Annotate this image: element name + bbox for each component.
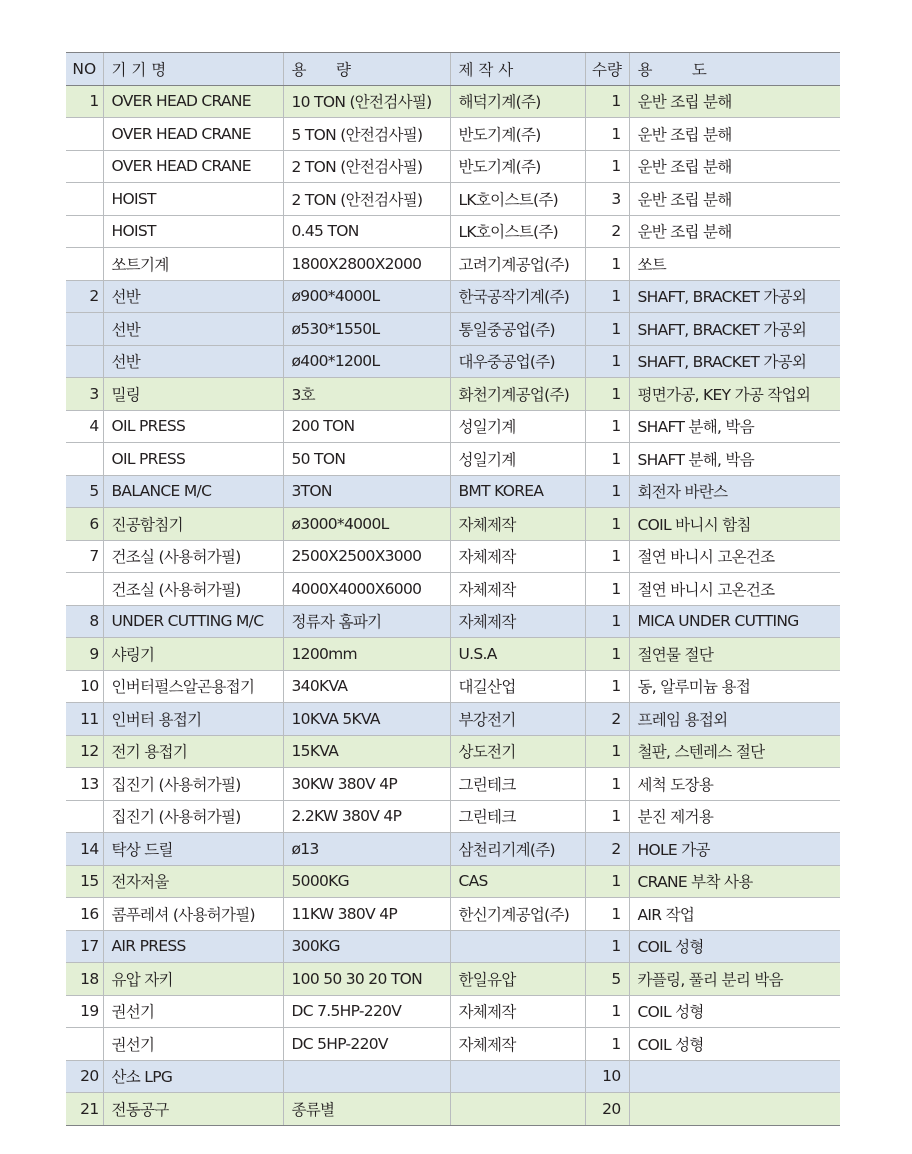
cell-no: 21 [66,1093,103,1126]
cell-capacity: 30KW 380V 4P [283,768,450,801]
cell-name: 밀링 [103,378,283,411]
table-row [66,540,840,573]
cell-qty: 1 [585,508,629,541]
cell-maker: 반도기계(주) [450,118,585,151]
cell-name: 인버터 용접기 [103,703,283,736]
cell-name: HOIST [103,183,283,216]
cell-qty: 1 [585,475,629,508]
cell-maker: 화천기계공업(주) [450,378,585,411]
cell-name: 산소 LPG [103,1060,283,1093]
cell-capacity: ø13 [283,833,450,866]
cell-capacity: 2 TON (안전검사필) [283,150,450,183]
cell-capacity: DC 7.5HP-220V [283,995,450,1028]
cell-maker: BMT KOREA [450,475,585,508]
cell-use [629,1093,840,1126]
table-body [66,85,840,1125]
cell-name: 전동공구 [103,1093,283,1126]
cell-use: 운반 조립 분해 [629,215,840,248]
cell-qty: 1 [585,540,629,573]
cell-no: 18 [66,963,103,996]
table-row [66,703,840,736]
table-row [66,670,840,703]
table-row [66,85,840,118]
cell-no [66,118,103,151]
table-row [66,865,840,898]
cell-maker: CAS [450,865,585,898]
cell-capacity: ø3000*4000L [283,508,450,541]
cell-qty: 2 [585,703,629,736]
cell-use: 카플링, 풀리 분리 박음 [629,963,840,996]
cell-no: 5 [66,475,103,508]
cell-qty: 1 [585,898,629,931]
table-row [66,800,840,833]
cell-maker: LK호이스트(주) [450,183,585,216]
cell-qty: 1 [585,573,629,606]
cell-name: HOIST [103,215,283,248]
cell-name: 집진기 (사용허가필) [103,768,283,801]
cell-maker: 성일기계 [450,410,585,443]
cell-no [66,248,103,281]
cell-qty: 1 [585,768,629,801]
cell-qty: 1 [585,995,629,1028]
cell-qty: 1 [585,638,629,671]
cell-use: MICA UNDER CUTTING [629,605,840,638]
cell-use: 철판, 스텐레스 절단 [629,735,840,768]
cell-name: 건조실 (사용허가필) [103,573,283,606]
cell-use: HOLE 가공 [629,833,840,866]
cell-no: 15 [66,865,103,898]
cell-name: 선반 [103,313,283,346]
cell-use: 운반 조립 분해 [629,150,840,183]
cell-name: 권선기 [103,1028,283,1061]
cell-no [66,1028,103,1061]
table-row [66,573,840,606]
cell-maker: 삼천리기계(주) [450,833,585,866]
cell-name: 샤링기 [103,638,283,671]
cell-name: 인버터펄스알곤용접기 [103,670,283,703]
cell-use: 절연 바니시 고온건조 [629,540,840,573]
cell-name: 전자저울 [103,865,283,898]
cell-maker: 반도기계(주) [450,150,585,183]
cell-use: CRANE 부착 사용 [629,865,840,898]
cell-maker [450,1060,585,1093]
cell-use: 동, 알루미늄 용접 [629,670,840,703]
cell-name: 유압 자키 [103,963,283,996]
cell-use: 운반 조립 분해 [629,118,840,151]
cell-maker: 성일기계 [450,443,585,476]
cell-no: 11 [66,703,103,736]
cell-use: 운반 조립 분해 [629,85,840,118]
table-row [66,898,840,931]
cell-maker: 자체제작 [450,605,585,638]
cell-qty: 1 [585,150,629,183]
cell-qty: 10 [585,1060,629,1093]
table-row [66,605,840,638]
cell-no [66,313,103,346]
cell-name: 권선기 [103,995,283,1028]
cell-capacity [283,1060,450,1093]
cell-no: 9 [66,638,103,671]
cell-no: 19 [66,995,103,1028]
table-row [66,930,840,963]
cell-name: AIR PRESS [103,930,283,963]
cell-name: BALANCE M/C [103,475,283,508]
cell-maker: LK호이스트(주) [450,215,585,248]
cell-capacity: 0.45 TON [283,215,450,248]
cell-capacity: 종류별 [283,1093,450,1126]
cell-maker [450,1093,585,1126]
cell-name: 선반 [103,345,283,378]
cell-qty: 2 [585,215,629,248]
cell-no [66,345,103,378]
cell-capacity: 1800X2800X2000 [283,248,450,281]
cell-capacity: 정류자 홈파기 [283,605,450,638]
cell-no [66,150,103,183]
cell-capacity: 4000X4000X6000 [283,573,450,606]
cell-no: 2 [66,280,103,313]
table-row [66,410,840,443]
cell-use: SHAFT 분해, 박음 [629,410,840,443]
cell-qty: 2 [585,833,629,866]
cell-capacity: 1200mm [283,638,450,671]
cell-name: 탁상 드릴 [103,833,283,866]
cell-no: 7 [66,540,103,573]
cell-maker: 상도전기 [450,735,585,768]
cell-use: SHAFT 분해, 박음 [629,443,840,476]
table-row [66,735,840,768]
cell-maker: 자체제작 [450,508,585,541]
cell-capacity: 5 TON (안전검사필) [283,118,450,151]
cell-qty: 3 [585,183,629,216]
cell-maker: 한신기계공업(주) [450,898,585,931]
header-name: 기 기 명 [103,53,283,86]
cell-qty: 1 [585,443,629,476]
cell-name: 전기 용접기 [103,735,283,768]
cell-use: 절연물 절단 [629,638,840,671]
cell-qty: 1 [585,313,629,346]
cell-maker: 자체제작 [450,573,585,606]
cell-capacity: 340KVA [283,670,450,703]
cell-qty: 1 [585,280,629,313]
table-row [66,638,840,671]
cell-name: 선반 [103,280,283,313]
cell-capacity: 2500X2500X3000 [283,540,450,573]
cell-name: OVER HEAD CRANE [103,85,283,118]
cell-maker: 대길산업 [450,670,585,703]
cell-maker: 통일중공업(주) [450,313,585,346]
equipment-table [66,52,840,1126]
cell-capacity: DC 5HP-220V [283,1028,450,1061]
table-row [66,378,840,411]
cell-no [66,573,103,606]
cell-capacity: 10 TON (안전검사필) [283,85,450,118]
table-row [66,150,840,183]
cell-maker: 자체제작 [450,1028,585,1061]
cell-qty: 1 [585,248,629,281]
table-row [66,183,840,216]
cell-capacity: 100 50 30 20 TON [283,963,450,996]
cell-no: 8 [66,605,103,638]
cell-no [66,183,103,216]
cell-maker: 해덕기계(주) [450,85,585,118]
table-row [66,118,840,151]
table-row [66,963,840,996]
cell-capacity: 15KVA [283,735,450,768]
cell-qty: 1 [585,1028,629,1061]
cell-qty: 1 [585,670,629,703]
cell-maker: 그린테크 [450,800,585,833]
table-row [66,443,840,476]
cell-capacity: 2.2KW 380V 4P [283,800,450,833]
cell-no [66,443,103,476]
cell-maker [450,930,585,963]
table-row [66,248,840,281]
cell-capacity: 3호 [283,378,450,411]
cell-capacity: 200 TON [283,410,450,443]
table-row [66,475,840,508]
header-use: 용 도 [629,53,840,86]
cell-qty: 1 [585,605,629,638]
cell-use: SHAFT, BRACKET 가공외 [629,280,840,313]
cell-qty: 1 [585,865,629,898]
cell-maker: 고려기계공업(주) [450,248,585,281]
table-row [66,215,840,248]
cell-capacity: 10KVA 5KVA [283,703,450,736]
cell-use: 평면가공, KEY 가공 작업외 [629,378,840,411]
table-row [66,995,840,1028]
cell-qty: 1 [585,85,629,118]
cell-maker: 대우중공업(주) [450,345,585,378]
cell-capacity: ø530*1550L [283,313,450,346]
cell-qty: 20 [585,1093,629,1126]
cell-no: 1 [66,85,103,118]
cell-capacity: 2 TON (안전검사필) [283,183,450,216]
cell-no: 16 [66,898,103,931]
cell-capacity: 11KW 380V 4P [283,898,450,931]
cell-qty: 1 [585,345,629,378]
cell-maker: 부강전기 [450,703,585,736]
cell-use [629,1060,840,1093]
cell-capacity: 50 TON [283,443,450,476]
cell-use: 절연 바니시 고온건조 [629,573,840,606]
cell-use: COIL 바니시 함침 [629,508,840,541]
table-header-row [66,53,840,86]
header-maker: 제 작 사 [450,53,585,86]
cell-use: SHAFT, BRACKET 가공외 [629,313,840,346]
cell-maker: 자체제작 [450,995,585,1028]
cell-use: 운반 조립 분해 [629,183,840,216]
cell-qty: 1 [585,118,629,151]
cell-no: 10 [66,670,103,703]
cell-capacity: ø900*4000L [283,280,450,313]
cell-qty: 1 [585,378,629,411]
cell-name: 콤푸레셔 (사용허가필) [103,898,283,931]
cell-no [66,215,103,248]
cell-qty: 1 [585,410,629,443]
cell-maker: 한국공작기계(주) [450,280,585,313]
cell-qty: 1 [585,735,629,768]
cell-use: 쏘트 [629,248,840,281]
cell-capacity: 300KG [283,930,450,963]
header-no: NO [66,53,103,86]
table-row [66,345,840,378]
cell-name: UNDER CUTTING M/C [103,605,283,638]
cell-name: OIL PRESS [103,443,283,476]
header-qty: 수량 [585,53,629,86]
cell-capacity: 3TON [283,475,450,508]
table-row [66,508,840,541]
cell-qty: 5 [585,963,629,996]
table-row [66,1060,840,1093]
table-row [66,280,840,313]
cell-use: COIL 성형 [629,1028,840,1061]
cell-capacity: ø400*1200L [283,345,450,378]
cell-no: 4 [66,410,103,443]
cell-no: 3 [66,378,103,411]
table-row [66,1028,840,1061]
cell-no [66,800,103,833]
cell-name: 쏘트기계 [103,248,283,281]
cell-name: 건조실 (사용허가필) [103,540,283,573]
header-capacity: 용 량 [283,53,450,86]
cell-maker: 한일유압 [450,963,585,996]
cell-no: 14 [66,833,103,866]
cell-capacity: 5000KG [283,865,450,898]
cell-no: 20 [66,1060,103,1093]
cell-use: SHAFT, BRACKET 가공외 [629,345,840,378]
table-row [66,1093,840,1126]
cell-use: 분진 제거용 [629,800,840,833]
table-row [66,768,840,801]
cell-no: 12 [66,735,103,768]
cell-use: 프레임 용접외 [629,703,840,736]
cell-maker: 그린테크 [450,768,585,801]
table-row [66,833,840,866]
cell-name: OIL PRESS [103,410,283,443]
cell-use: COIL 성형 [629,995,840,1028]
cell-no: 13 [66,768,103,801]
cell-use: 세척 도장용 [629,768,840,801]
table-row [66,313,840,346]
cell-name: 진공함침기 [103,508,283,541]
cell-qty: 1 [585,930,629,963]
cell-use: COIL 성형 [629,930,840,963]
cell-use: AIR 작업 [629,898,840,931]
cell-qty: 1 [585,800,629,833]
cell-maker: U.S.A [450,638,585,671]
cell-name: 집진기 (사용허가필) [103,800,283,833]
cell-name: OVER HEAD CRANE [103,150,283,183]
cell-no: 6 [66,508,103,541]
cell-name: OVER HEAD CRANE [103,118,283,151]
cell-no: 17 [66,930,103,963]
cell-maker: 자체제작 [450,540,585,573]
cell-use: 회전자 바란스 [629,475,840,508]
